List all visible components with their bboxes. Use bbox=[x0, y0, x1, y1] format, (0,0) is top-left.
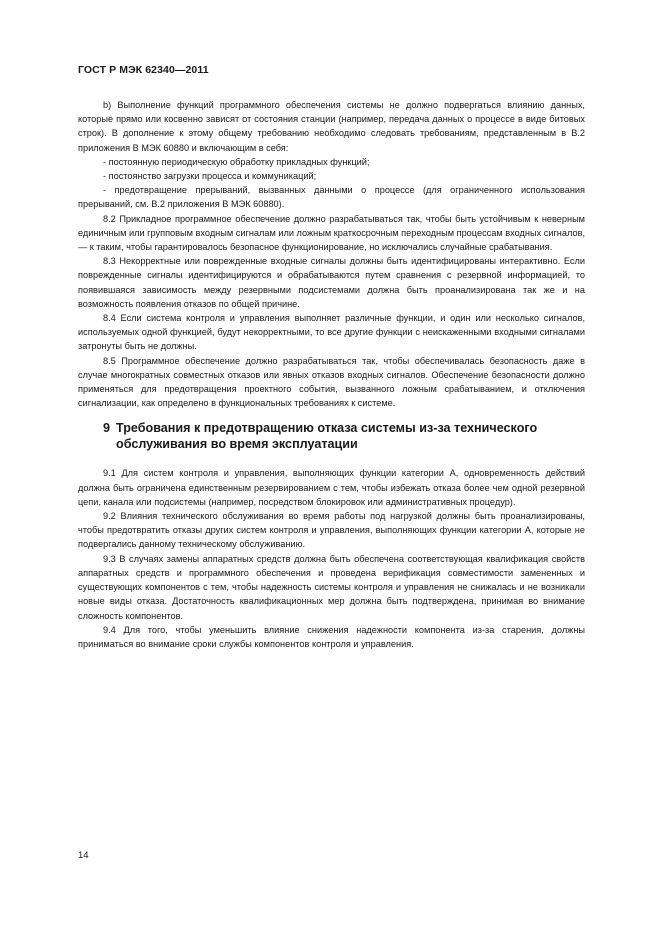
paragraph-9-3: 9.3 В случаях замены аппаратных средств должна быть обеспечена соответствующая квалификация свойств аппаратных средств и программного обеспечения и проведена верификация совместимости замененных и существующих компонентов с тем, чтобы надежность системы контроля и управления не снижалась и не возникали новые виды отказа. Достаточность квалификационных мер должна быть подтверждена, принимая во внимание сложность компонентов. bbox=[78, 553, 585, 621]
paragraph-8-2: 8.2 Прикладное программное обеспечение должно разрабатываться так, чтобы быть устойчивым к неверным единичным или групповым входным сигналам или ложным краткосрочным переходным процессам входных сигналов, — к таким, чтобы гарантировалось безопасное функционирование, но исключались случайные срабатывания. bbox=[78, 213, 585, 253]
paragraph-b: b) Выполнение функций программного обеспечения системы не должно подвергаться влиянию данных, которые прямо или косвенно зависят от состояния станции (например, передача данных о процессе в виде битовых строк). В дополнение к этому общему требованию необходимо следовать требованиям, представленным в В.2 приложения В МЭК 60880 и включающим в себя: bbox=[78, 100, 585, 153]
list-item: - предотвращение прерываний, вызванных данными о процессе (для ограниченного использования прерываний, см. В.2 приложения В МЭК 60880). bbox=[78, 185, 585, 210]
paragraph-8-3: 8.3 Некорректные или поврежденные входные сигналы должны быть идентифицированы интерактивно. Если поврежденные сигналы идентифицируются и обрабатываются путем сравнения с резервной информацией, то появившаяся зависимость между резервными подсистемами должна быть проанализирована так же и на возможность появления отказов по общей причине. bbox=[78, 256, 585, 309]
standard-header: ГОСТ Р МЭК 62340—2011 bbox=[78, 64, 209, 76]
section-title: Требования к предотвращению отказа системы из-за технического обслуживания во время эксплуатации bbox=[116, 421, 538, 452]
paragraph-9-2: 9.2 Влияния технического обслуживания во время работы под нагрузкой должны быть проанализированы, чтобы предотвратить отказы других систем контроля и управления, выполняющих функции категории А, которые не подвергались данному техническому обслуживанию. bbox=[78, 511, 585, 550]
paragraph-9-4: 9.4 Для того, чтобы уменьшить влияние снижения надежности компонента из-за старения, должны приниматься во внимание сроки службы компонентов контроля и управления. bbox=[78, 624, 585, 649]
paragraph-9-1: 9.1 Для систем контроля и управления, выполняющих функции категории А, одновременность действий должна быть ограничена единственным резервированием с тем, чтобы избежать отказа более чем одной резервной цепи, канала или подсистемы (например, посредством блокировок или административных процедур). bbox=[78, 468, 585, 507]
page-number: 14 bbox=[78, 850, 89, 861]
document-body bbox=[78, 98, 585, 651]
list-item: - постоянство загрузки процесса и коммуникаций; bbox=[103, 171, 317, 182]
section-number: 9 bbox=[103, 421, 111, 436]
list-item: - постоянную периодическую обработку прикладных функций; bbox=[103, 156, 370, 167]
section-heading bbox=[78, 420, 585, 452]
paragraph-8-5: 8.5 Программное обеспечение должно разрабатываться так, чтобы обеспечивалась безопасность даже в случае многократных совместных отказов или явных отказов входных сигналов. Обеспечение безопасности должно применяться для предотвращения проектного события, вызванного ложным срабатыванием, и отключения сигнализации, как определено в функциональных требованиях к системе. bbox=[78, 355, 585, 409]
paragraph-8-4: 8.4 Если система контроля и управления выполняет различные функции, и один или несколько сигналов, используемых одной функцией, будут некорректными, то все другие функции с неискаженными входными сигналами затронуты быть не должны. bbox=[78, 313, 585, 352]
